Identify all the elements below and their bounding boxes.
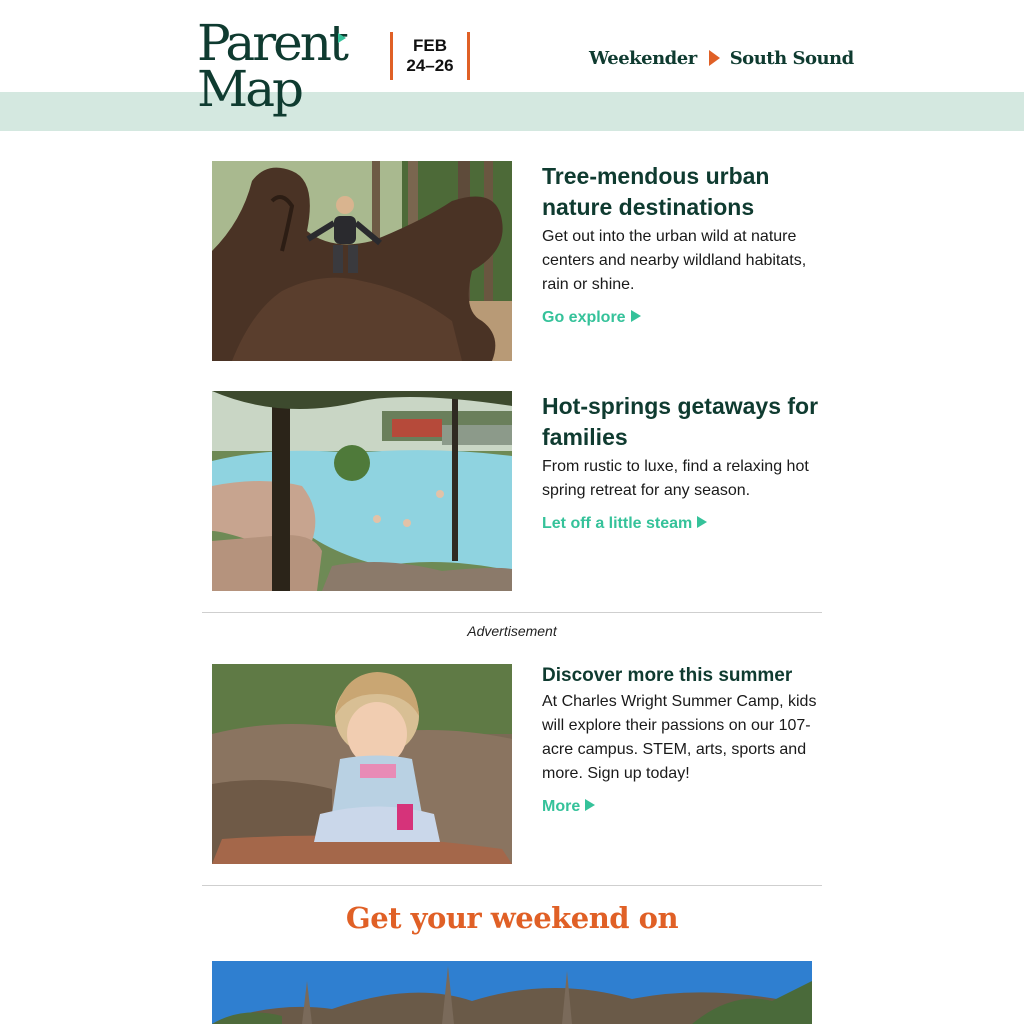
- article-text: [542, 161, 827, 329]
- cta-label: Let off a little steam: [542, 515, 693, 532]
- logo-word-parent: Parent: [197, 14, 346, 72]
- go-explore-link[interactable]: [542, 307, 641, 329]
- advertisement-label: Advertisement: [467, 623, 557, 639]
- let-off-steam-link[interactable]: [542, 513, 707, 535]
- ad-description: At Charles Wright Summer Camp, kids will explore their passions on our 107-acre campus. STEM, arts, sports and more. Sign up today!: [542, 693, 817, 782]
- ad-card: [212, 664, 822, 864]
- date-month: FEB: [413, 36, 447, 55]
- edition-label: [589, 45, 854, 71]
- ad-text: [542, 664, 827, 818]
- article-title[interactable]: Hot-springs getaways for families: [542, 393, 819, 450]
- logo-triangle-icon: [338, 33, 346, 43]
- article-photo-hot-springs[interactable]: [212, 391, 512, 591]
- article-photo-tree-sculpture[interactable]: [212, 161, 512, 361]
- weekend-hero-photo[interactable]: [212, 961, 812, 1024]
- article-card: [212, 161, 822, 361]
- ad-photo-girl-in-forest[interactable]: [212, 664, 512, 864]
- play-triangle-icon: [631, 310, 641, 322]
- date-badge: [390, 32, 470, 80]
- header-band: [0, 92, 1024, 131]
- parentmap-logo[interactable]: [197, 16, 357, 120]
- edition-primary: Weekender: [589, 47, 697, 69]
- email-header: [0, 0, 1024, 92]
- logo-word-map: Map: [197, 60, 302, 118]
- article-text: [542, 391, 827, 535]
- article-card: [212, 391, 822, 591]
- weekend-heading: Get your weekend on: [345, 901, 679, 935]
- article-description: Get out into the urban wild at nature centers and nearby wildland habitats, rain or shine.: [542, 228, 807, 293]
- date-days: 24–26: [406, 56, 454, 75]
- play-triangle-icon: [697, 516, 707, 528]
- divider: [202, 612, 822, 613]
- ad-title[interactable]: Discover more this summer: [542, 665, 793, 686]
- edition-secondary: South Sound: [729, 47, 854, 69]
- cta-label: More: [542, 798, 581, 815]
- edition-arrow-icon: [709, 50, 720, 66]
- article-description: From rustic to luxe, find a relaxing hot spring retreat for any season.: [542, 458, 809, 499]
- more-link[interactable]: [542, 796, 595, 818]
- article-title[interactable]: Tree-mendous urban nature destinations: [542, 163, 770, 220]
- divider: [202, 885, 822, 886]
- play-triangle-icon: [585, 799, 595, 811]
- cta-label: Go explore: [542, 309, 626, 326]
